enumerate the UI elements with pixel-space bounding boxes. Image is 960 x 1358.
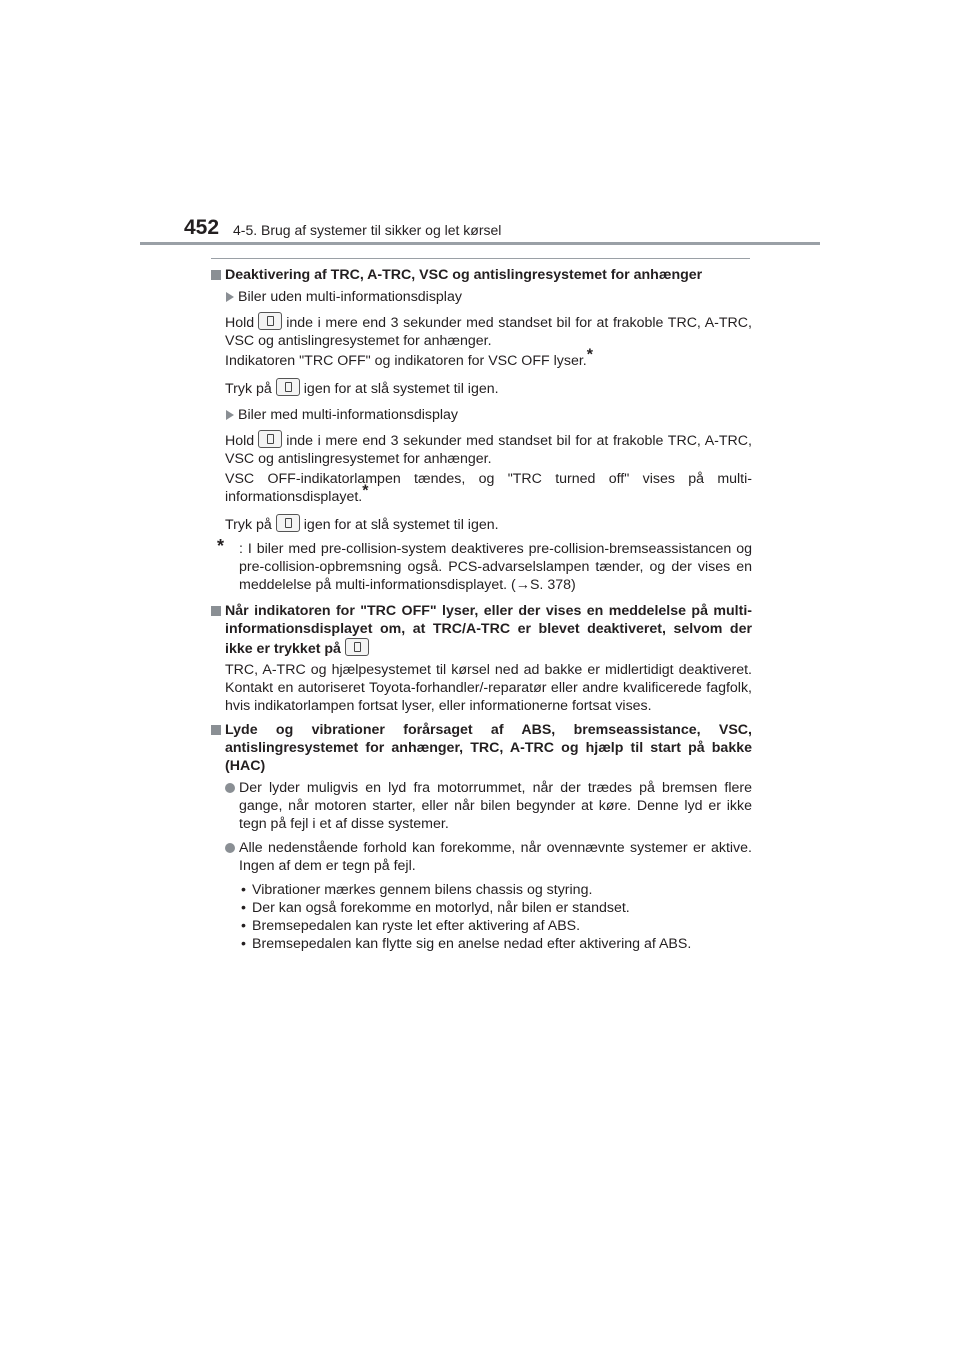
page-number: 452	[184, 216, 220, 239]
section-heading-3	[211, 721, 752, 775]
text: Tryk på	[225, 381, 272, 397]
paragraph	[211, 514, 752, 534]
text: TRC, A-TRC og hjælpesystemet til kørsel ned ad bakke er midlertidigt deaktiveret. Kontakt en autoriseret Toyota-forhandler/-reparatør eller andre kvalificerede fagfolk, hvis indikatorlampen fortsat lyser, eller informationerne fortsat vises.	[225, 662, 752, 714]
section-heading-1	[211, 266, 752, 284]
vsc-off-switch-icon	[276, 378, 300, 396]
triangle-bullet-icon	[226, 410, 234, 420]
paragraph	[211, 346, 752, 370]
text: Hold	[225, 315, 255, 331]
text: Hold	[225, 433, 255, 449]
paragraph	[211, 470, 752, 506]
paragraph	[211, 430, 752, 468]
subheading-with-display	[211, 406, 752, 424]
triangle-bullet-icon	[226, 292, 234, 302]
bullet-dot-icon: •	[241, 900, 246, 916]
heading-text: Deaktivering af TRC, A-TRC, VSC og antislingresystemet for anhænger	[225, 267, 703, 283]
bullet-text: Bremsepedalen kan ryste let efter aktivering af ABS.	[252, 918, 581, 934]
text: Alle nedenstående forhold kan forekomme, når ovennævnte systemer er aktive. Ingen af dem er tegn på fejl.	[239, 840, 752, 874]
bullet-dot-icon: •	[241, 918, 246, 934]
section-divider	[211, 258, 750, 259]
bullet-text: Vibrationer mærkes gennem bilens chassis og styring.	[252, 882, 593, 898]
bullet-dot-icon: •	[241, 936, 246, 952]
section-heading-2	[211, 602, 752, 658]
footnote-text: : I biler med pre-collision-system deaktiveres pre-collision-bremseassistancen og pre-collision-opbremsning også. PCS-advarselslampen tænder, og der vises en meddelelse på multi-informationsdisplayet. (	[239, 541, 752, 593]
list-item	[211, 839, 752, 875]
footnote-marker: *	[586, 346, 593, 364]
text: igen for at slå systemet til igen.	[303, 517, 499, 533]
vsc-off-switch-icon	[258, 430, 282, 448]
square-bullet-icon	[211, 270, 221, 280]
text: Tryk på	[225, 517, 272, 533]
square-bullet-icon	[211, 606, 221, 616]
text: inde i mere end 3 sekunder med standset bil for at frakoble TRC, A-TRC, VSC og antislingresystemet for anhænger.	[225, 433, 752, 467]
text: Indikatoren "TRC OFF" og indikatoren for VSC OFF lyser.	[225, 353, 587, 369]
paragraph	[211, 312, 752, 350]
text: Der lyder muligvis en lyd fra motorrummet, når der trædes på bremsen flere gange, når motoren starter, eller når bilen begynder at køre. Denne lyd er ikke tegn på fejl i et af disse systemer.	[239, 780, 752, 832]
bullet-dot-icon: •	[241, 882, 246, 898]
paragraph	[211, 661, 752, 715]
footnote	[211, 536, 752, 594]
page-content	[211, 266, 752, 953]
vsc-off-switch-icon	[276, 514, 300, 532]
bullet-item	[211, 935, 752, 953]
bullet-item	[211, 881, 752, 899]
text: igen for at slå systemet til igen.	[303, 381, 499, 397]
chapter-title: 4-5. Brug af systemer til sikker og let kørsel	[233, 222, 502, 238]
bullet-item	[211, 899, 752, 917]
vsc-off-switch-icon	[258, 312, 282, 330]
text: inde i mere end 3 sekunder med standset bil for at frakoble TRC, A-TRC, VSC og antislingresystemet for anhænger.	[225, 315, 752, 349]
square-bullet-icon	[211, 725, 221, 735]
circle-bullet-icon	[225, 783, 235, 793]
footnote-marker: *	[217, 536, 225, 556]
heading-text: Lyde og vibrationer forårsaget af ABS, bremseassistance, VSC, antislingresystemet for anhænger, TRC, A-TRC og hjælp til start på bakke (HAC)	[225, 722, 752, 774]
bullet-item	[211, 917, 752, 935]
subheading-no-display	[211, 288, 752, 306]
circle-bullet-icon	[225, 843, 235, 853]
subheading-text: Biler uden multi-informationsdisplay	[238, 289, 462, 305]
page-reference: →S. 378)	[515, 577, 576, 593]
text: VSC OFF-indikatorlampen tændes, og "TRC turned off" vises på multi-informationsdisplayet.	[225, 471, 752, 505]
heading-text: Når indikatoren for "TRC OFF" lyser, eller der vises en meddelelse på multi-informationsdisplayet om, at TRC/A-TRC er blevet deaktiveret, selvom der ikke er trykket på	[225, 603, 752, 657]
bullet-text: Der kan også forekomme en motorlyd, når bilen er standset.	[252, 900, 630, 916]
subheading-text: Biler med multi-informationsdisplay	[238, 407, 458, 423]
footnote-marker: *	[362, 482, 369, 500]
list-item	[211, 779, 752, 833]
vsc-off-switch-icon	[345, 638, 369, 656]
bullet-text: Bremsepedalen kan flytte sig en anelse nedad efter aktivering af ABS.	[252, 936, 692, 952]
paragraph	[211, 378, 752, 398]
header-rule	[140, 242, 820, 245]
